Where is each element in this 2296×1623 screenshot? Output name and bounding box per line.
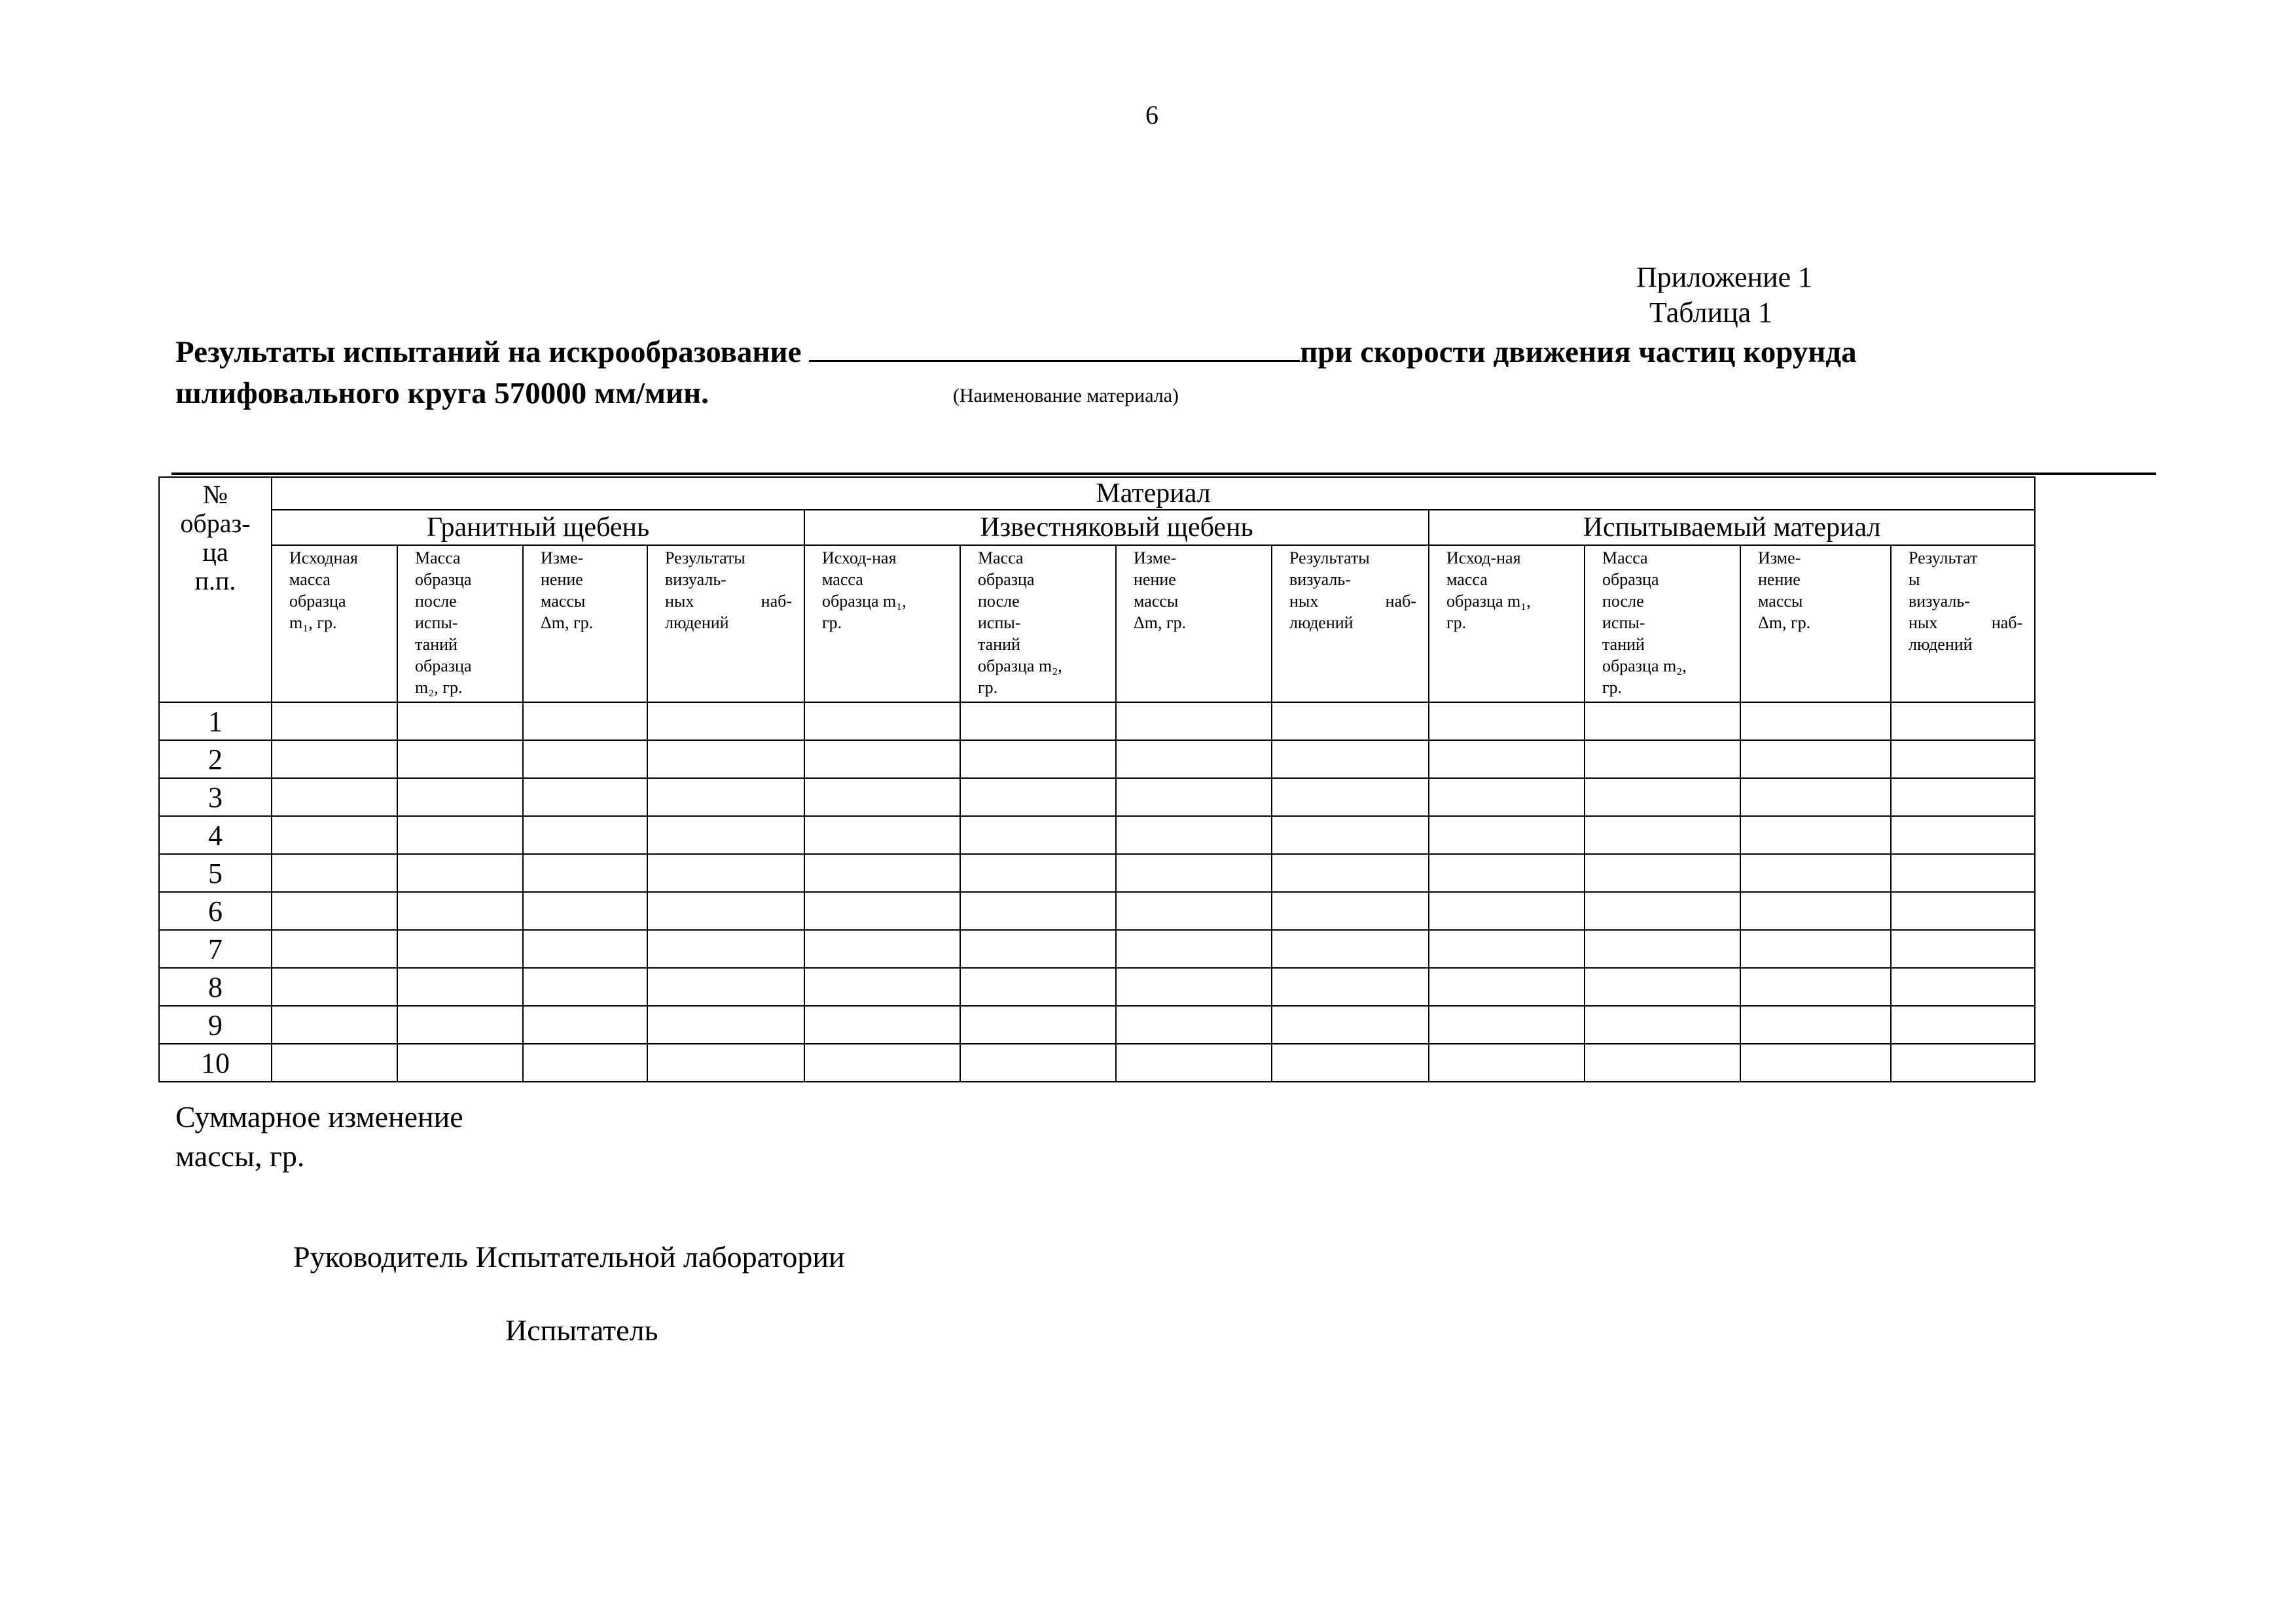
empty-cell [1272,816,1429,854]
table-title-line1 [175,334,1857,370]
table-row [159,740,2035,778]
subheader-word: наб- [1991,613,2023,632]
subheader-word: ных [1909,613,1938,632]
empty-cell [647,1044,804,1082]
summary-label-line1: Суммарное изменение [175,1100,463,1133]
subheader-line: нение [541,570,583,589]
empty-cell [647,892,804,930]
subheader-line: визуаль- [665,570,726,589]
subheader-line: таний [1602,635,1645,654]
subheader-line: Изме- [1758,548,1801,567]
material-header: Материал [272,477,2035,510]
empty-cell [397,702,523,740]
empty-cell [523,1044,647,1082]
subheader-line: визуаль- [1909,592,1970,611]
empty-cell [1740,740,1891,778]
title-part1: Результаты испытаний на искрообразование [175,335,810,369]
empty-cell [272,892,397,930]
empty-cell [1891,1006,2035,1044]
empty-cell [1429,816,1585,854]
subheader-line: Изме- [541,548,584,567]
empty-cell [523,892,647,930]
subheader-line: Масса [1602,548,1648,567]
empty-cell [647,930,804,968]
empty-cell [397,816,523,854]
subheader-line: Результаты [1289,548,1370,567]
empty-cell [804,930,960,968]
empty-cell [647,1006,804,1044]
column-subheader [1272,545,1429,702]
subheader-line [1289,590,1422,612]
subheader-line: таний [415,635,457,654]
sample-number-header-line: ца [202,537,228,567]
empty-cell [1585,702,1740,740]
table-row [159,778,2035,816]
row-number: 3 [159,778,272,816]
empty-cell [1585,892,1740,930]
subheader-line [665,590,797,612]
table-row [159,1044,2035,1082]
empty-cell [397,854,523,892]
subheader-line: визуаль- [1289,570,1351,589]
empty-cell [804,854,960,892]
table-row [159,968,2035,1006]
subheader-line: Исход-ная [822,548,897,567]
empty-cell [804,968,960,1006]
subheader-line: гр. [1602,678,1623,697]
row-number: 8 [159,968,272,1006]
empty-cell [1891,816,2035,854]
empty-cell [647,702,804,740]
column-subheader [272,545,397,702]
empty-cell [1891,892,2035,930]
empty-cell [1740,854,1891,892]
table-row [159,816,2035,854]
empty-cell [960,778,1116,816]
empty-cell [272,968,397,1006]
subheader-line: образца [1602,570,1659,589]
subheader-line: Δm, гр. [1758,613,1811,632]
empty-cell [523,930,647,968]
subheader-line: нение [1134,570,1176,589]
subheader-line: Δm, гр. [541,613,594,632]
empty-cell [523,740,647,778]
empty-cell [960,740,1116,778]
table-row [159,930,2035,968]
empty-cell [1429,1006,1585,1044]
subheader-line: гр. [1446,613,1467,632]
empty-cell [804,816,960,854]
subheader-line: массы [1758,592,1803,611]
empty-cell [1272,1044,1429,1082]
empty-cell [1116,1044,1272,1082]
empty-cell [1116,778,1272,816]
empty-cell [1116,968,1272,1006]
subheader-line: массы [541,592,586,611]
empty-cell [523,968,647,1006]
subheader-line: образца [978,570,1035,589]
empty-cell [804,1006,960,1044]
empty-cell [1891,702,2035,740]
subheader-line: масса [1446,570,1488,589]
subheader-line: испы- [1602,613,1645,632]
empty-cell [272,1044,397,1082]
table-label: Таблица 1 [1649,296,1773,329]
empty-cell [1429,854,1585,892]
empty-cell [960,702,1116,740]
subheader-line: масса [822,570,863,589]
appendix-label: Приложение 1 [1636,261,1813,293]
subheader-line: ы [1909,570,1920,589]
column-subheader [397,545,523,702]
empty-cell [1585,816,1740,854]
empty-cell [1891,740,2035,778]
subheader-line: образца [415,570,472,589]
subheader-word: наб- [761,592,792,611]
empty-cell [960,968,1116,1006]
subheader-line [1909,612,2028,633]
subheader-line: Масса [415,548,461,567]
column-subheader [647,545,804,702]
empty-cell [1429,930,1585,968]
table-row [159,1006,2035,1044]
empty-cell [1891,778,2035,816]
empty-cell [960,1044,1116,1082]
empty-cell [397,740,523,778]
row-number: 10 [159,1044,272,1082]
empty-cell [1585,968,1740,1006]
column-subheader [523,545,647,702]
group-header: Известняковый щебень [804,510,1429,545]
subheader-line: испы- [415,613,458,632]
empty-cell [1891,968,2035,1006]
group-header: Испытываемый материал [1429,510,2035,545]
empty-cell [1116,816,1272,854]
subheader-line: людений [665,613,729,632]
tester-signature: Испытатель [505,1313,658,1347]
column-subheader [960,545,1116,702]
empty-cell [1585,854,1740,892]
empty-cell [523,816,647,854]
empty-cell [272,778,397,816]
material-name-note: (Наименование материала) [953,385,1179,406]
empty-cell [272,854,397,892]
empty-cell [272,702,397,740]
subheader-line: нение [1758,570,1801,589]
column-subheader [1891,545,2035,702]
subheader-line: Изме- [1134,548,1177,567]
empty-cell [1429,778,1585,816]
empty-cell [1272,1006,1429,1044]
empty-cell [397,1044,523,1082]
row-number: 1 [159,702,272,740]
sample-number-header-line: п.п. [194,566,236,596]
row-number: 2 [159,740,272,778]
row-number: 7 [159,930,272,968]
subheader-word: наб- [1385,592,1416,611]
empty-cell [1116,1006,1272,1044]
table-row [159,702,2035,740]
empty-cell [1272,892,1429,930]
empty-cell [804,778,960,816]
empty-cell [272,1006,397,1044]
empty-cell [1429,740,1585,778]
head-of-lab-signature: Руководитель Испытательной лаборатории [293,1240,845,1274]
empty-cell [397,892,523,930]
subheader-line: образца m₂, [978,656,1062,675]
subheader-line: масса [289,570,331,589]
empty-cell [1891,1044,2035,1082]
empty-cell [397,778,523,816]
empty-cell [1740,816,1891,854]
empty-cell [960,1006,1116,1044]
empty-cell [1116,740,1272,778]
empty-cell [1585,740,1740,778]
empty-cell [272,740,397,778]
empty-cell [397,1006,523,1044]
table-row [159,854,2035,892]
empty-cell [1429,1044,1585,1082]
subheader-line: людений [1289,613,1354,632]
column-subheader [1740,545,1891,702]
empty-cell [1272,968,1429,1006]
title-underline [171,473,2156,475]
empty-cell [523,702,647,740]
sample-number-header-line: № [202,480,228,509]
empty-cell [1272,778,1429,816]
subheader-line: образца [289,592,346,611]
empty-cell [647,816,804,854]
column-subheader [1585,545,1740,702]
row-number: 5 [159,854,272,892]
subheader-line: Результат [1909,548,1978,567]
subheader-word: ных [665,592,694,611]
empty-cell [1116,930,1272,968]
empty-cell [397,930,523,968]
subheader-line: людений [1909,635,1973,654]
empty-cell [1585,778,1740,816]
empty-cell [804,1044,960,1082]
empty-cell [272,816,397,854]
subheader-line: образца [415,656,472,675]
table-row [159,892,2035,930]
empty-cell [647,778,804,816]
empty-cell [960,816,1116,854]
subheader-line: m₂, гр. [415,678,463,697]
title-part2: при скорости движения частиц корунда [1300,335,1857,369]
empty-cell [1740,1044,1891,1082]
empty-cell [1272,930,1429,968]
column-subheader [804,545,960,702]
empty-cell [1116,702,1272,740]
empty-cell [1429,968,1585,1006]
empty-cell [1740,778,1891,816]
empty-cell [1429,892,1585,930]
empty-cell [1272,854,1429,892]
empty-cell [1585,1006,1740,1044]
empty-cell [804,740,960,778]
empty-cell [1116,854,1272,892]
subheader-line: m₁, гр. [289,613,337,632]
empty-cell [804,702,960,740]
column-subheader [1429,545,1585,702]
row-number: 4 [159,816,272,854]
sample-number-header [159,477,272,702]
empty-cell [1891,854,2035,892]
subheader-line: после [415,592,457,611]
empty-cell [960,892,1116,930]
subheader-word: ных [1289,592,1319,611]
subheader-line: Исходная [289,548,358,567]
column-subheader [1116,545,1272,702]
results-table [158,476,2036,1082]
subheader-line: Исход-ная [1446,548,1521,567]
empty-cell [1740,702,1891,740]
empty-cell [523,778,647,816]
empty-cell [647,968,804,1006]
empty-cell [1740,892,1891,930]
sample-number-header-line: образ- [180,508,251,538]
subheader-line: испы- [978,613,1021,632]
empty-cell [1272,702,1429,740]
subheader-line: образца m₂, [1602,656,1687,675]
empty-cell [1116,892,1272,930]
row-number: 6 [159,892,272,930]
empty-cell [1272,740,1429,778]
empty-cell [960,854,1116,892]
empty-cell [1740,968,1891,1006]
empty-cell [647,740,804,778]
empty-cell [523,854,647,892]
material-name-blank [809,334,1300,362]
subheader-line: образца m₁, [822,592,906,611]
page-number: 6 [1145,100,1158,130]
row-number: 9 [159,1006,272,1044]
empty-cell [804,892,960,930]
empty-cell [397,968,523,1006]
empty-cell [523,1006,647,1044]
summary-label-line2: массы, гр. [175,1139,305,1173]
subheader-line: Масса [978,548,1024,567]
empty-cell [1585,1044,1740,1082]
empty-cell [647,854,804,892]
subheader-line: после [1602,592,1644,611]
empty-cell [272,930,397,968]
subheader-line: после [978,592,1020,611]
empty-cell [960,930,1116,968]
subheader-line: гр. [822,613,842,632]
group-header: Гранитный щебень [272,510,804,545]
empty-cell [1585,930,1740,968]
subheader-line: Результаты [665,548,745,567]
subheader-line: массы [1134,592,1179,611]
empty-cell [1891,930,2035,968]
subheader-line: таний [978,635,1020,654]
empty-cell [1740,1006,1891,1044]
empty-cell [1429,702,1585,740]
empty-cell [1740,930,1891,968]
table-title-line2: шлифовального круга 570000 мм/мин. [175,376,709,410]
subheader-line: Δm, гр. [1134,613,1187,632]
subheader-line: гр. [978,678,998,697]
subheader-line: образца m₁, [1446,592,1531,611]
